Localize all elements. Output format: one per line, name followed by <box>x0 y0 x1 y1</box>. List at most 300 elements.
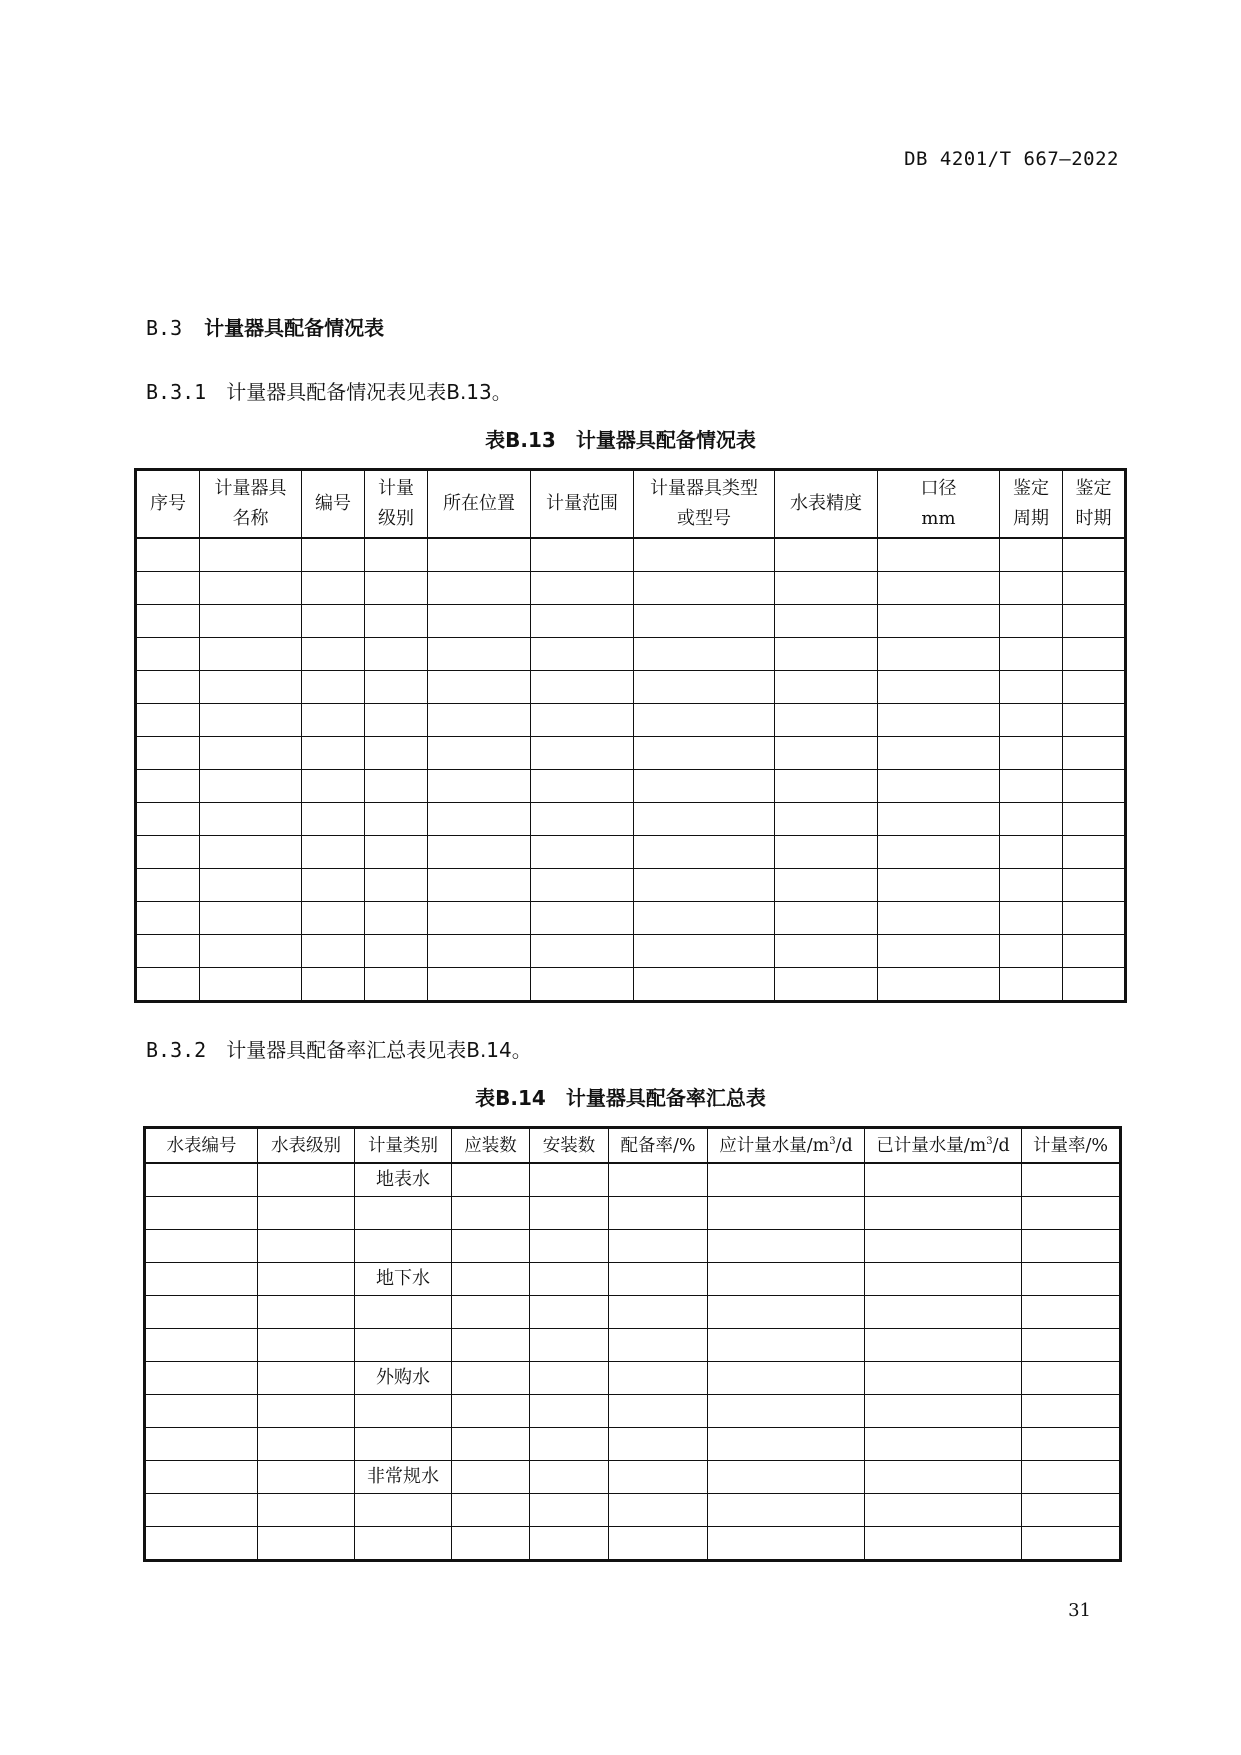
empty-cell <box>708 1230 865 1263</box>
empty-cell <box>531 770 634 803</box>
header-cell: 计量器具类型 或型号 <box>634 470 775 539</box>
empty-cell <box>634 605 775 638</box>
empty-cell <box>355 1494 452 1527</box>
empty-cell <box>708 1362 865 1395</box>
empty-cell <box>878 737 1000 770</box>
table-row <box>136 638 1126 671</box>
header-cell: 应计量水量$/m^3/d$ <box>708 1128 865 1164</box>
empty-cell <box>609 1296 708 1329</box>
empty-cell <box>200 704 302 737</box>
empty-cell <box>531 605 634 638</box>
empty-cell <box>258 1395 355 1428</box>
empty-cell <box>452 1263 530 1296</box>
empty-cell <box>1022 1461 1121 1494</box>
empty-cell <box>634 935 775 968</box>
empty-cell <box>708 1263 865 1296</box>
empty-cell <box>258 1197 355 1230</box>
header-cell: 计量范围 <box>531 470 634 539</box>
empty-cell <box>1000 935 1063 968</box>
table-row <box>145 1329 1121 1362</box>
empty-cell <box>428 803 531 836</box>
empty-cell <box>634 737 775 770</box>
empty-cell <box>452 1494 530 1527</box>
table-row <box>136 770 1126 803</box>
clause-text: 计量器具配备率汇总表见表B.14。 <box>226 1038 532 1062</box>
empty-cell <box>302 572 365 605</box>
empty-cell <box>531 869 634 902</box>
empty-cell <box>531 671 634 704</box>
empty-cell <box>1022 1230 1121 1263</box>
empty-cell <box>1063 737 1126 770</box>
empty-cell <box>530 1263 609 1296</box>
empty-cell <box>452 1461 530 1494</box>
empty-cell <box>1063 572 1126 605</box>
table-row <box>136 902 1126 935</box>
empty-cell <box>452 1296 530 1329</box>
empty-cell <box>365 538 428 572</box>
empty-cell <box>136 704 200 737</box>
empty-cell <box>708 1395 865 1428</box>
empty-cell <box>136 869 200 902</box>
empty-cell <box>1063 935 1126 968</box>
empty-cell <box>302 902 365 935</box>
empty-cell <box>302 605 365 638</box>
empty-cell <box>1000 902 1063 935</box>
empty-cell <box>428 638 531 671</box>
empty-cell <box>136 638 200 671</box>
empty-cell <box>1022 1527 1121 1561</box>
empty-cell <box>1063 538 1126 572</box>
empty-cell <box>878 935 1000 968</box>
empty-cell <box>609 1395 708 1428</box>
empty-cell <box>365 935 428 968</box>
empty-cell <box>1063 968 1126 1002</box>
empty-cell <box>530 1494 609 1527</box>
empty-cell <box>428 737 531 770</box>
empty-cell <box>1022 1494 1121 1527</box>
empty-cell <box>145 1428 258 1461</box>
table-row <box>136 803 1126 836</box>
empty-cell <box>1000 538 1063 572</box>
table-row <box>136 869 1126 902</box>
empty-cell <box>865 1362 1022 1395</box>
empty-cell <box>1000 671 1063 704</box>
empty-cell <box>708 1461 865 1494</box>
empty-cell <box>145 1494 258 1527</box>
category-cell: 非常规水 <box>355 1461 452 1494</box>
empty-cell <box>865 1461 1022 1494</box>
empty-cell <box>145 1527 258 1561</box>
empty-cell <box>609 1494 708 1527</box>
empty-cell <box>708 1428 865 1461</box>
empty-cell <box>708 1296 865 1329</box>
empty-cell <box>365 803 428 836</box>
empty-cell <box>634 869 775 902</box>
empty-cell <box>1063 770 1126 803</box>
table-row <box>136 968 1126 1002</box>
empty-cell <box>428 836 531 869</box>
empty-cell <box>878 671 1000 704</box>
empty-cell <box>365 704 428 737</box>
empty-cell <box>302 704 365 737</box>
empty-cell <box>609 1362 708 1395</box>
empty-cell <box>1063 902 1126 935</box>
empty-cell <box>634 770 775 803</box>
empty-cell <box>609 1527 708 1561</box>
empty-cell <box>200 737 302 770</box>
empty-cell <box>878 869 1000 902</box>
empty-cell <box>634 902 775 935</box>
header-cell: 安装数 <box>530 1128 609 1164</box>
empty-cell <box>145 1461 258 1494</box>
empty-cell <box>1022 1395 1121 1428</box>
table-row <box>136 538 1126 572</box>
table-row <box>145 1362 1121 1395</box>
table-row <box>136 671 1126 704</box>
header-cell: 编号 <box>302 470 365 539</box>
empty-cell <box>865 1197 1022 1230</box>
empty-cell <box>531 638 634 671</box>
empty-cell <box>452 1362 530 1395</box>
table-b13-header <box>136 470 1126 539</box>
empty-cell <box>878 572 1000 605</box>
empty-cell <box>775 770 878 803</box>
empty-cell <box>136 605 200 638</box>
table-b14-caption: 表B.14 计量器具配备率汇总表 <box>475 1086 766 1110</box>
empty-cell <box>531 968 634 1002</box>
table-row <box>145 1163 1121 1197</box>
header-cell: 水表编号 <box>145 1128 258 1164</box>
empty-cell <box>302 638 365 671</box>
empty-cell <box>302 737 365 770</box>
empty-cell <box>452 1395 530 1428</box>
empty-cell <box>775 538 878 572</box>
table-b13-caption: 表B.13 计量器具配备情况表 <box>485 428 756 452</box>
empty-cell <box>1063 605 1126 638</box>
empty-cell <box>531 704 634 737</box>
header-cell: 口径 mm <box>878 470 1000 539</box>
empty-cell <box>634 638 775 671</box>
table-row <box>145 1527 1121 1561</box>
empty-cell <box>865 1494 1022 1527</box>
empty-cell <box>428 605 531 638</box>
table-row <box>145 1263 1121 1296</box>
empty-cell <box>355 1428 452 1461</box>
empty-cell <box>1022 1263 1121 1296</box>
table-row <box>145 1395 1121 1428</box>
header-cell: 应装数 <box>452 1128 530 1164</box>
empty-cell <box>775 572 878 605</box>
empty-cell <box>708 1163 865 1197</box>
empty-cell <box>200 605 302 638</box>
empty-cell <box>634 968 775 1002</box>
empty-cell <box>609 1329 708 1362</box>
empty-cell <box>145 1362 258 1395</box>
empty-cell <box>1063 836 1126 869</box>
empty-cell <box>530 1428 609 1461</box>
empty-cell <box>365 737 428 770</box>
empty-cell <box>258 1527 355 1561</box>
empty-cell <box>1000 737 1063 770</box>
empty-cell <box>878 902 1000 935</box>
empty-cell <box>878 538 1000 572</box>
empty-cell <box>865 1395 1022 1428</box>
empty-cell <box>428 770 531 803</box>
empty-cell <box>775 671 878 704</box>
header-cell: 计量器具 名称 <box>200 470 302 539</box>
empty-cell <box>708 1494 865 1527</box>
empty-cell <box>775 968 878 1002</box>
empty-cell <box>775 704 878 737</box>
header-cell: 序号 <box>136 470 200 539</box>
empty-cell <box>865 1263 1022 1296</box>
empty-cell <box>1000 836 1063 869</box>
empty-cell <box>355 1329 452 1362</box>
empty-cell <box>365 968 428 1002</box>
empty-cell <box>200 638 302 671</box>
empty-cell <box>136 968 200 1002</box>
empty-cell <box>1063 803 1126 836</box>
empty-cell <box>302 770 365 803</box>
empty-cell <box>1000 968 1063 1002</box>
empty-cell <box>865 1230 1022 1263</box>
empty-cell <box>365 638 428 671</box>
empty-cell <box>1000 605 1063 638</box>
table-b14 <box>143 1126 1122 1562</box>
empty-cell <box>365 836 428 869</box>
empty-cell <box>1000 572 1063 605</box>
empty-cell <box>355 1527 452 1561</box>
empty-cell <box>530 1163 609 1197</box>
empty-cell <box>1022 1428 1121 1461</box>
empty-cell <box>200 836 302 869</box>
empty-cell <box>1000 638 1063 671</box>
table-row <box>145 1296 1121 1329</box>
empty-cell <box>302 968 365 1002</box>
empty-cell <box>530 1230 609 1263</box>
empty-cell <box>136 770 200 803</box>
section-heading <box>146 312 384 341</box>
empty-cell <box>136 902 200 935</box>
empty-cell <box>530 1395 609 1428</box>
empty-cell <box>865 1163 1022 1197</box>
document-code: DB 4201/T 667—2022 <box>904 148 1119 170</box>
page-number: 31 <box>1068 1600 1091 1621</box>
empty-cell <box>878 770 1000 803</box>
empty-cell <box>609 1230 708 1263</box>
table-b14-header <box>145 1128 1121 1164</box>
empty-cell <box>775 935 878 968</box>
empty-cell <box>531 538 634 572</box>
empty-cell <box>365 605 428 638</box>
empty-cell <box>609 1263 708 1296</box>
empty-cell <box>258 1163 355 1197</box>
empty-cell <box>145 1296 258 1329</box>
header-cell: 水表精度 <box>775 470 878 539</box>
empty-cell <box>634 803 775 836</box>
clause-number: B.3.2 <box>146 1038 207 1062</box>
empty-cell <box>878 803 1000 836</box>
empty-cell <box>452 1428 530 1461</box>
table-b13 <box>134 468 1127 1003</box>
empty-cell <box>365 770 428 803</box>
empty-cell <box>530 1197 609 1230</box>
empty-cell <box>452 1527 530 1561</box>
empty-cell <box>136 538 200 572</box>
empty-cell <box>1063 638 1126 671</box>
empty-cell <box>355 1230 452 1263</box>
category-cell: 地表水 <box>355 1163 452 1197</box>
empty-cell <box>452 1197 530 1230</box>
empty-cell <box>708 1197 865 1230</box>
empty-cell <box>531 572 634 605</box>
empty-cell <box>258 1428 355 1461</box>
clause-b31 <box>146 376 512 405</box>
empty-cell <box>1000 704 1063 737</box>
empty-cell <box>1063 869 1126 902</box>
empty-cell <box>200 538 302 572</box>
empty-cell <box>531 836 634 869</box>
header-cell: 所在位置 <box>428 470 531 539</box>
empty-cell <box>302 671 365 704</box>
empty-cell <box>775 803 878 836</box>
empty-cell <box>531 935 634 968</box>
empty-cell <box>878 605 1000 638</box>
empty-cell <box>878 968 1000 1002</box>
empty-cell <box>136 935 200 968</box>
empty-cell <box>452 1230 530 1263</box>
empty-cell <box>200 902 302 935</box>
header-cell: 配备率/% <box>609 1128 708 1164</box>
table-row <box>145 1461 1121 1494</box>
empty-cell <box>531 737 634 770</box>
empty-cell <box>258 1296 355 1329</box>
empty-cell <box>708 1527 865 1561</box>
empty-cell <box>775 638 878 671</box>
table-row <box>145 1428 1121 1461</box>
empty-cell <box>1022 1329 1121 1362</box>
empty-cell <box>775 605 878 638</box>
empty-cell <box>1063 704 1126 737</box>
empty-cell <box>136 803 200 836</box>
table-row <box>136 935 1126 968</box>
empty-cell <box>145 1395 258 1428</box>
empty-cell <box>428 968 531 1002</box>
header-cell: 鉴定 周期 <box>1000 470 1063 539</box>
empty-cell <box>634 572 775 605</box>
header-cell: 计量类别 <box>355 1128 452 1164</box>
empty-cell <box>1022 1197 1121 1230</box>
empty-cell <box>530 1329 609 1362</box>
header-cell: 已计量水量$/m^3/d$ <box>865 1128 1022 1164</box>
empty-cell <box>200 935 302 968</box>
empty-cell <box>1000 869 1063 902</box>
empty-cell <box>609 1163 708 1197</box>
empty-cell <box>302 538 365 572</box>
empty-cell <box>428 869 531 902</box>
empty-cell <box>200 572 302 605</box>
empty-cell <box>865 1329 1022 1362</box>
empty-cell <box>775 902 878 935</box>
section-title: 计量器具配备情况表 <box>204 316 385 340</box>
empty-cell <box>258 1461 355 1494</box>
empty-cell <box>365 572 428 605</box>
empty-cell <box>136 737 200 770</box>
header-cell: 水表级别 <box>258 1128 355 1164</box>
empty-cell <box>302 935 365 968</box>
empty-cell <box>258 1494 355 1527</box>
empty-cell <box>634 538 775 572</box>
empty-cell <box>258 1230 355 1263</box>
empty-cell <box>355 1197 452 1230</box>
empty-cell <box>365 671 428 704</box>
table-row <box>136 836 1126 869</box>
empty-cell <box>1022 1362 1121 1395</box>
empty-cell <box>878 638 1000 671</box>
table-row <box>136 605 1126 638</box>
empty-cell <box>531 803 634 836</box>
empty-cell <box>258 1362 355 1395</box>
empty-cell <box>775 869 878 902</box>
section-number: B.3 <box>146 316 183 340</box>
empty-cell <box>355 1296 452 1329</box>
empty-cell <box>428 935 531 968</box>
category-cell: 地下水 <box>355 1263 452 1296</box>
empty-cell <box>878 836 1000 869</box>
empty-cell <box>1022 1163 1121 1197</box>
empty-cell <box>200 770 302 803</box>
table-row <box>145 1230 1121 1263</box>
empty-cell <box>1063 671 1126 704</box>
empty-cell <box>428 538 531 572</box>
empty-cell <box>452 1163 530 1197</box>
empty-cell <box>1022 1296 1121 1329</box>
empty-cell <box>145 1263 258 1296</box>
empty-cell <box>865 1428 1022 1461</box>
empty-cell <box>428 704 531 737</box>
empty-cell <box>136 572 200 605</box>
empty-cell <box>878 704 1000 737</box>
empty-cell <box>365 869 428 902</box>
empty-cell <box>609 1461 708 1494</box>
empty-cell <box>200 803 302 836</box>
empty-cell <box>428 671 531 704</box>
empty-cell <box>200 671 302 704</box>
table-row <box>136 572 1126 605</box>
empty-cell <box>530 1362 609 1395</box>
empty-cell <box>865 1527 1022 1561</box>
table-row <box>145 1197 1121 1230</box>
empty-cell <box>1000 803 1063 836</box>
empty-cell <box>634 704 775 737</box>
clause-text: 计量器具配备情况表见表B.13。 <box>226 380 512 404</box>
empty-cell <box>136 836 200 869</box>
empty-cell <box>428 902 531 935</box>
empty-cell <box>530 1527 609 1561</box>
empty-cell <box>302 803 365 836</box>
empty-cell <box>634 836 775 869</box>
category-cell: 外购水 <box>355 1362 452 1395</box>
table-row <box>136 704 1126 737</box>
empty-cell <box>145 1329 258 1362</box>
header-cell: 计量 级别 <box>365 470 428 539</box>
empty-cell <box>258 1329 355 1362</box>
empty-cell <box>634 671 775 704</box>
empty-cell <box>200 869 302 902</box>
empty-cell <box>145 1230 258 1263</box>
empty-cell <box>428 572 531 605</box>
empty-cell <box>355 1395 452 1428</box>
